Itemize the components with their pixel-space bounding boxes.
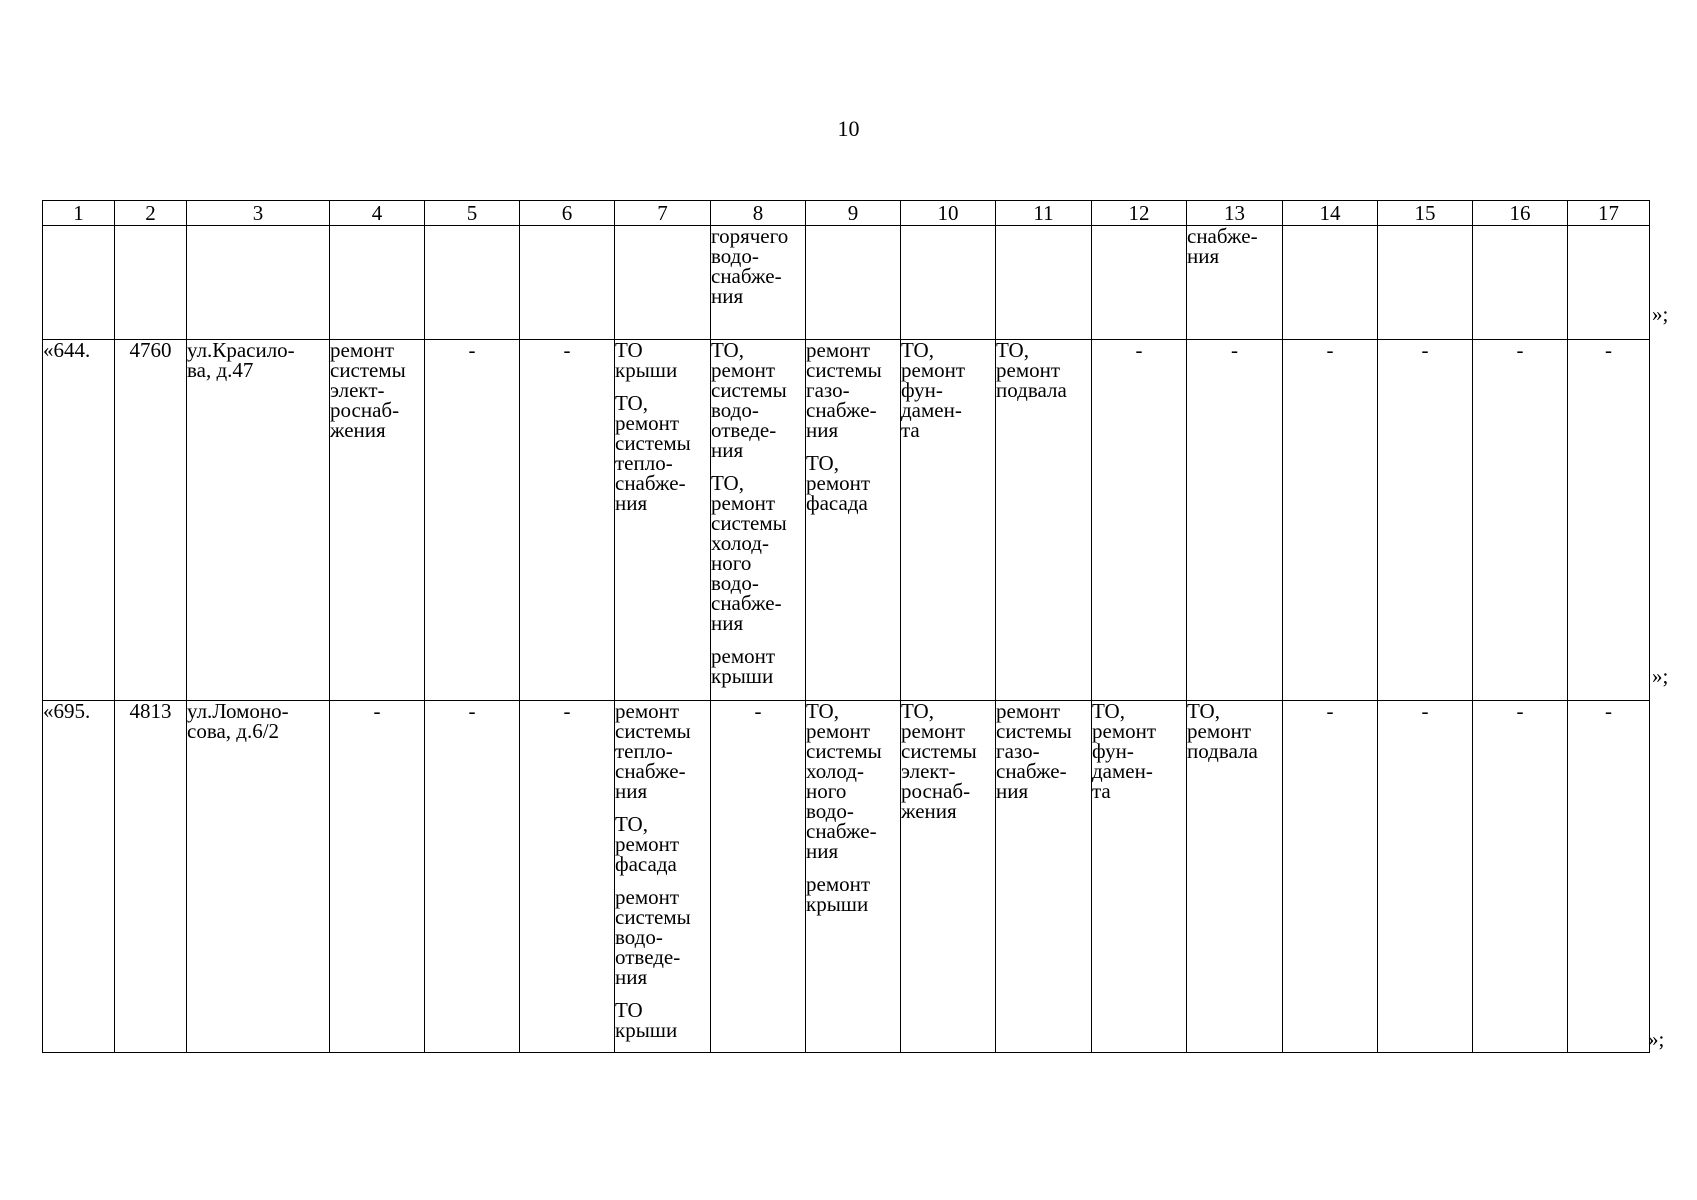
table-cell <box>1092 701 1187 1053</box>
work-item: ТО, ремонт фасада <box>806 451 871 515</box>
table-cell <box>615 340 711 701</box>
table-cell <box>806 701 901 1053</box>
column-header: 14 <box>1283 201 1378 226</box>
work-item: ТО, ремонт системы холод- ного водо- снабже- ния <box>711 471 787 635</box>
column-header: 3 <box>187 201 330 226</box>
table-cell: - <box>520 340 615 701</box>
table-cell: - <box>520 701 615 1053</box>
work-item: ТО, ремонт системы холод- ного водо- снабже- ния <box>806 700 882 863</box>
table-cell: - <box>711 701 806 1053</box>
table-cell: - <box>1473 701 1568 1053</box>
work-item: ТО, ремонт подвала <box>996 339 1067 402</box>
row-end-mark: »; <box>1652 302 1669 326</box>
column-header: 9 <box>806 201 901 226</box>
column-number-row <box>43 201 1650 226</box>
table-cell <box>806 340 901 701</box>
column-header: 7 <box>615 201 711 226</box>
address-cell: ул.Красило- ва, д.47 <box>187 340 330 701</box>
table-cell: снабже- ния <box>1187 226 1283 340</box>
table-cell: - <box>1568 701 1650 1053</box>
work-item: ремонт системы элект- роснаб- жения <box>330 339 406 442</box>
table-cell <box>711 340 806 701</box>
work-item: ТО, ремонт подвала <box>1187 700 1258 763</box>
building-id: 4813 <box>115 701 187 1053</box>
table-cell: - <box>1378 701 1473 1053</box>
column-header: 4 <box>330 201 425 226</box>
table-cell: - <box>425 340 520 701</box>
work-item: ТО крыши <box>615 998 678 1042</box>
table-cell <box>901 340 996 701</box>
work-item: ремонт системы водо- отведе- ния <box>615 885 691 989</box>
work-item: ТО, ремонт фун- дамен- та <box>1092 700 1157 803</box>
work-item: ремонт системы тепло- снабже- ния <box>615 700 691 803</box>
column-header: 13 <box>1187 201 1283 226</box>
work-item: ремонт крыши <box>806 872 871 916</box>
building-id: 4760 <box>115 340 187 701</box>
column-header: 11 <box>996 201 1092 226</box>
column-header: 2 <box>115 201 187 226</box>
table-cell: - <box>1092 340 1187 701</box>
row-end-mark: »; <box>1648 1027 1665 1051</box>
table-cell: - <box>1473 340 1568 701</box>
column-header: 10 <box>901 201 996 226</box>
work-item: ТО, ремонт системы водо- отведе- ния <box>711 339 787 462</box>
table-row <box>43 340 1650 701</box>
column-header: 15 <box>1378 201 1473 226</box>
column-header: 12 <box>1092 201 1187 226</box>
page-number: 10 <box>837 116 860 141</box>
table-cell: горячего водо- снабже- ния <box>711 226 806 340</box>
table-cell: - <box>1378 340 1473 701</box>
table-cell <box>330 340 425 701</box>
work-item: ТО, ремонт системы тепло- снабже- ния <box>615 391 691 515</box>
row-number: «695. <box>43 701 115 1053</box>
work-item: ремонт крыши <box>711 644 776 688</box>
table-cell <box>615 701 711 1053</box>
table-cell: - <box>330 701 425 1053</box>
row-number: «644. <box>43 340 115 701</box>
table-cell: - <box>425 701 520 1053</box>
column-header: 5 <box>425 201 520 226</box>
table-cell: - <box>1568 340 1650 701</box>
table-cell <box>996 340 1092 701</box>
table-cell <box>1187 701 1283 1053</box>
work-item: ТО, ремонт фасада <box>615 812 680 876</box>
column-header: 17 <box>1568 201 1650 226</box>
column-header: 1 <box>43 201 115 226</box>
work-item: ТО, ремонт системы элект- роснаб- жения <box>901 700 977 823</box>
table-row <box>43 701 1650 1053</box>
work-item: ремонт системы газо- снабже- ния <box>996 700 1072 803</box>
table-cell <box>996 701 1092 1053</box>
table-row-continuation <box>43 226 1650 340</box>
work-plan-table <box>42 200 1650 1053</box>
column-header: 8 <box>711 201 806 226</box>
row-end-mark: »; <box>1652 664 1669 688</box>
work-item: ТО крыши <box>615 339 678 382</box>
table-cell <box>901 701 996 1053</box>
table-cell: - <box>1283 701 1378 1053</box>
work-item: ремонт системы газо- снабже- ния <box>806 339 882 442</box>
column-header: 6 <box>520 201 615 226</box>
address-cell: ул.Ломоно- сова, д.6/2 <box>187 701 330 1053</box>
work-item: ТО, ремонт фун- дамен- та <box>901 339 966 442</box>
table-cell: - <box>1187 340 1283 701</box>
table-cell: - <box>1283 340 1378 701</box>
column-header: 16 <box>1473 201 1568 226</box>
